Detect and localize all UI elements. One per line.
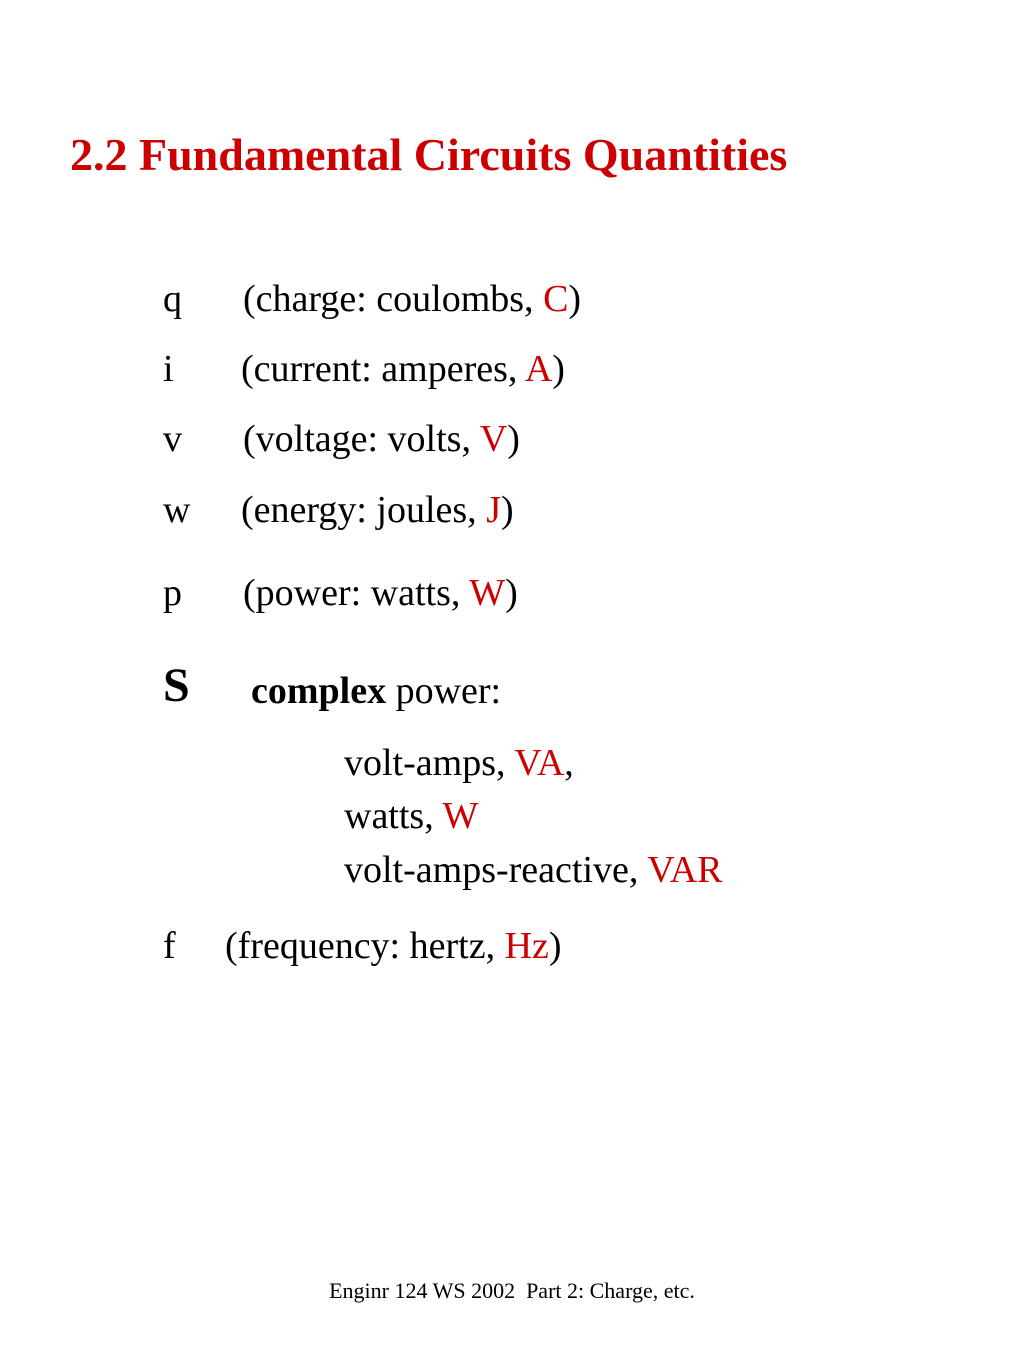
quantity-description [225, 927, 562, 965]
complex-unit-va [344, 744, 574, 782]
quantity-close: ) [507, 418, 520, 460]
quantity-symbol: w [163, 489, 191, 531]
quantity-unit: W [469, 572, 506, 614]
complex-unit-suffix: , [564, 742, 574, 784]
quantity-description [243, 280, 581, 318]
complex-unit-var [344, 851, 723, 889]
complex-power-description [251, 672, 501, 710]
complex-unit-symbol: VA [514, 742, 565, 784]
quantity-unit: V [479, 418, 508, 460]
complex-power-label: power: [386, 670, 502, 712]
quantity-symbol: v [163, 418, 182, 460]
page-title: 2.2 Fundamental Circuits Quantities [70, 129, 788, 180]
quantity-close: ) [500, 489, 514, 531]
quantity-close: ) [548, 925, 562, 967]
quantity-label: (power: watts, [243, 572, 470, 614]
complex-unit-w [344, 797, 478, 835]
quantity-unit: J [486, 489, 501, 531]
quantity-close: ) [505, 572, 518, 614]
page-footer: Enginr 124 WS 2002 Part 2: Charge, etc. [329, 1278, 695, 1303]
quantity-symbol: i [163, 348, 174, 390]
quantity-close: ) [568, 278, 582, 320]
quantity-unit: Hz [504, 925, 549, 967]
quantity-label: (voltage: volts, [243, 418, 480, 460]
quantity-description [243, 574, 518, 612]
quantity-symbol: f [163, 925, 176, 967]
quantity-description [241, 350, 565, 388]
complex-unit-label: watts, [344, 795, 443, 837]
quantity-label: (current: amperes, [241, 348, 525, 390]
quantity-unit: C [543, 278, 569, 320]
complex-word: complex [251, 670, 387, 712]
complex-unit-label: volt-amps, [344, 742, 515, 784]
complex-unit-symbol: W [442, 795, 479, 837]
complex-power-symbol: S [163, 659, 190, 712]
quantity-symbol: q [163, 278, 182, 320]
quantity-description [241, 491, 514, 529]
quantity-symbol: p [163, 572, 182, 614]
complex-unit-label: volt-amps-reactive, [344, 849, 648, 891]
quantity-close: ) [552, 348, 565, 390]
quantity-label: (energy: joules, [241, 489, 487, 531]
quantity-label: (charge: coulombs, [243, 278, 544, 320]
quantity-unit: A [524, 348, 553, 390]
complex-unit-symbol: VAR [647, 849, 723, 891]
quantity-description [243, 420, 520, 458]
quantity-label: (frequency: hertz, [225, 925, 505, 967]
